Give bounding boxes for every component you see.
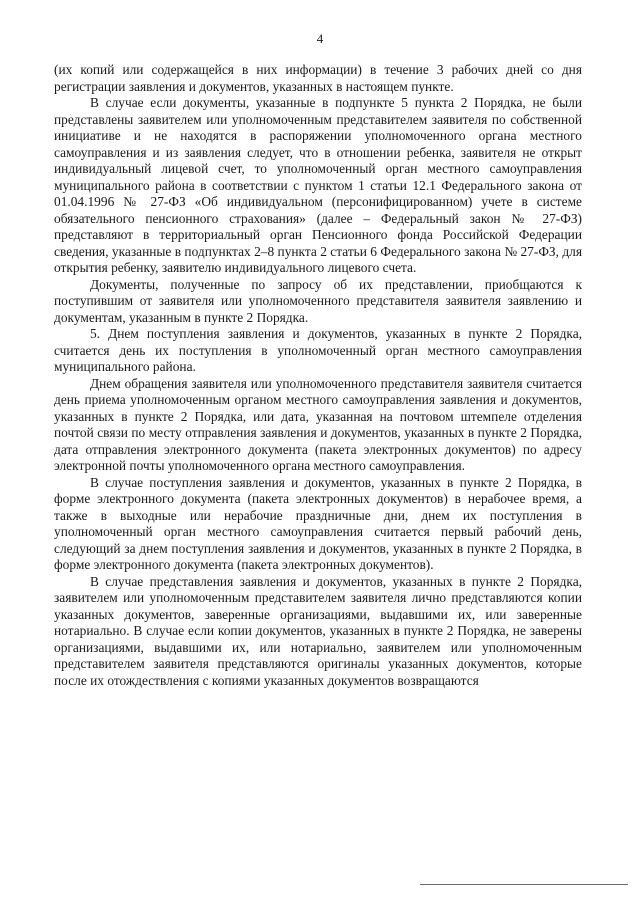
paragraph: Документы, полученные по запросу об их представлении, приобщаются к поступившим от заявителя или уполномоченного представителя заявителя заявлению и документам, указанным в пункте 2 Порядка. — [54, 276, 582, 325]
page-number: 4 — [316, 31, 324, 46]
document-body — [54, 62, 582, 689]
paragraph-continuation: (их копий или содержащейся в них информации) в течение 3 рабочих дней со дня регистрации заявления и документов, указанных в настоящем пункте. — [54, 62, 582, 94]
paragraph: В случае представления заявления и документов, указанных в пункте 2 Порядка, заявителем или уполномоченным представителем заявителя лично представляются копии указанных документов, заверенные организациями, выдавшими их, или заверенные нотариально. В случае если копии документов, указанных в пункте 2 Порядка, не заверены организациями, выдавшими их, или нотариально, заявителем или уполномоченным представителем заявителя представляются оригиналы указанных документов, которые после их отождествления с копиями указанных документов возвращаются — [54, 573, 582, 688]
paragraph: Днем обращения заявителя или уполномоченного представителя заявителя считается день приема уполномоченным органом местного самоуправления заявления и документов, указанных в пункте 2 Порядка, или дата, указанная на почтовом штемпеле отделения почтой связи по месту отправления заявления и документов, указанных в пункте 2 Порядка, дата отправления электронного документа (пакета электронных документов) по адресу электронной почты уполномоченного органа местного самоуправления. — [54, 375, 582, 473]
paragraph: В случае поступления заявления и документов, указанных в пункте 2 Порядка, в форме электронного документа (пакета электронных документов) в нерабочее время, а также в выходные или нерабочие праздничные дни, днем их поступления в уполномоченный орган местного самоуправления считается первый рабочий день, следующий за днем поступления заявления и документов, указанных в пункте 2 Порядка, в форме электронного документа (пакета электронных документов). — [54, 474, 582, 572]
paragraph: В случае если документы, указанные в подпункте 5 пункта 2 Порядка, не были представлены заявителем или уполномоченным представителем заявителя по собственной инициативе и не находятся в распоряжении уполномоченного органа местного самоуправления и из заявления следует, что в отношении ребенка, заявителя не открыт индивидуальный лицевой счет, то уполномоченный орган местного самоуправления муниципального района в соответствии с пунктом 1 статьи 12.1 Федерального закона от 01.04.1996 № 27-ФЗ «Об индивидуальном (персонифицированном) учете в системе обязательного пенсионного страхования» (далее – Федеральный закон № 27-ФЗ) представляют в территориальный орган Пенсионного фонда Российской Федерации сведения, указанные в подпунктах 2–8 пункта 2 статьи 6 Федерального закона № 27-ФЗ, для открытия ребенку, заявителю индивидуального лицевого счета. — [54, 95, 582, 275]
footer-divider — [420, 884, 628, 885]
paragraph-item-5: 5. Днем поступления заявления и документов, указанных в пункте 2 Порядка, считается день их поступления в уполномоченный орган местного самоуправления муниципального района. — [54, 326, 582, 374]
